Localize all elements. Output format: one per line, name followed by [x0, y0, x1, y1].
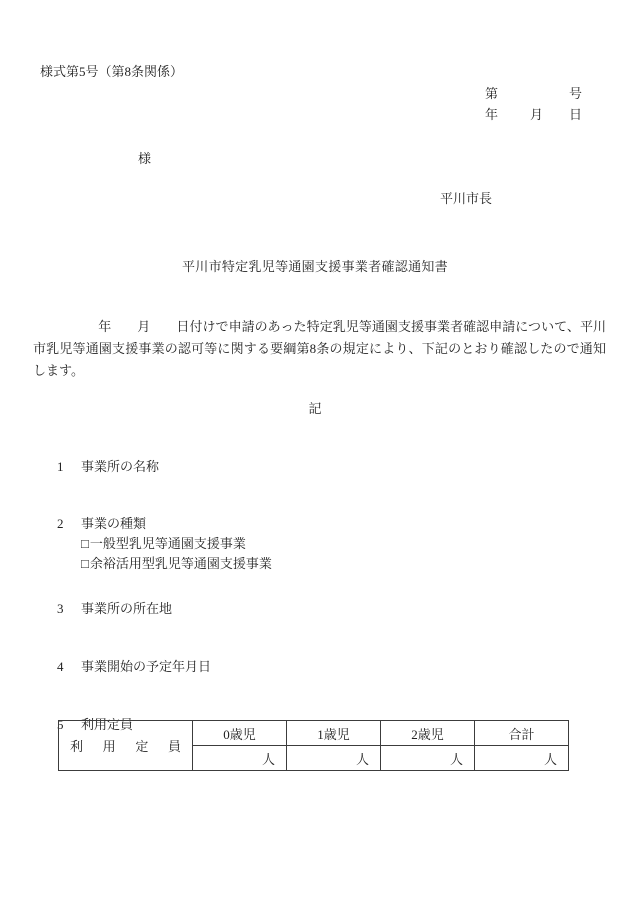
option-label: 余裕活用型乳児等通園支援事業 [89, 556, 272, 571]
doc-number-prefix: 第 [485, 86, 499, 101]
document-title: 平川市特定乳児等通園支援事業者確認通知書 [181, 259, 448, 274]
row-header-char: 用 [102, 739, 116, 754]
item-business-name [44, 443, 159, 491]
item-label: 利用定員 [81, 717, 134, 732]
capacity-cell-age1[interactable] [287, 746, 381, 771]
unit-label: 人 [543, 751, 557, 767]
body-line: 年 月 日付けで申請のあった特定乳児等通園支援事業者確認申請について、平川 [33, 319, 606, 334]
row-header-char: 定 [135, 739, 149, 754]
item-number: 1 [57, 459, 64, 474]
col-header-age2: 2歳児 [381, 721, 475, 746]
option-surplus-type[interactable] [68, 540, 272, 588]
capacity-cell-age2[interactable] [381, 746, 475, 771]
body-paragraph [33, 316, 606, 382]
col-header-age1: 1歳児 [287, 721, 381, 746]
item-label: 事業所の名称 [81, 459, 160, 474]
table-header-row [59, 721, 569, 746]
issuer-name: 平川市長 [440, 191, 493, 206]
unit-label: 人 [449, 751, 463, 767]
row-header-char: 員 [167, 739, 181, 754]
item-number: 2 [57, 516, 64, 531]
capacity-cell-age0[interactable] [193, 746, 287, 771]
col-header-age0: 0歳児 [193, 721, 287, 746]
item-number: 5 [57, 717, 64, 732]
row-header-char: 利 [70, 739, 84, 754]
item-number: 4 [57, 659, 64, 674]
checkbox-icon[interactable]: □ [81, 536, 89, 551]
col-header-total: 合計 [475, 721, 569, 746]
item-label: 事業所の所在地 [81, 601, 173, 616]
date-month-label: 月 [530, 107, 544, 122]
item-label: 事業開始の予定年月日 [81, 659, 212, 674]
capacity-row-header [59, 721, 193, 771]
option-label: 一般型乳児等通園支援事業 [89, 536, 246, 551]
unit-label: 人 [355, 751, 369, 767]
item-label: 事業の種類 [81, 516, 147, 531]
form-number: 様式第5号（第8条関係） [40, 64, 184, 79]
body-line: します。 [33, 363, 84, 378]
capacity-table [58, 720, 569, 771]
capacity-cell-total[interactable] [475, 746, 569, 771]
doc-number-suffix: 号 [569, 86, 583, 101]
item-start-date [44, 643, 211, 691]
body-line: 市乳児等通園支援事業の認可等に関する要綱第8条の規定により、下記のとおり確認したので通知 [33, 341, 606, 356]
capacity-row-header-text [59, 736, 192, 755]
date-day-label: 日 [569, 107, 583, 122]
date-year-label: 年 [485, 107, 499, 122]
item-number: 3 [57, 601, 64, 616]
checkbox-icon[interactable]: □ [81, 556, 89, 571]
item-business-address [44, 585, 172, 633]
unit-label: 人 [261, 751, 275, 767]
record-mark: 記 [308, 401, 322, 416]
addressee-suffix: 様 [138, 151, 152, 166]
